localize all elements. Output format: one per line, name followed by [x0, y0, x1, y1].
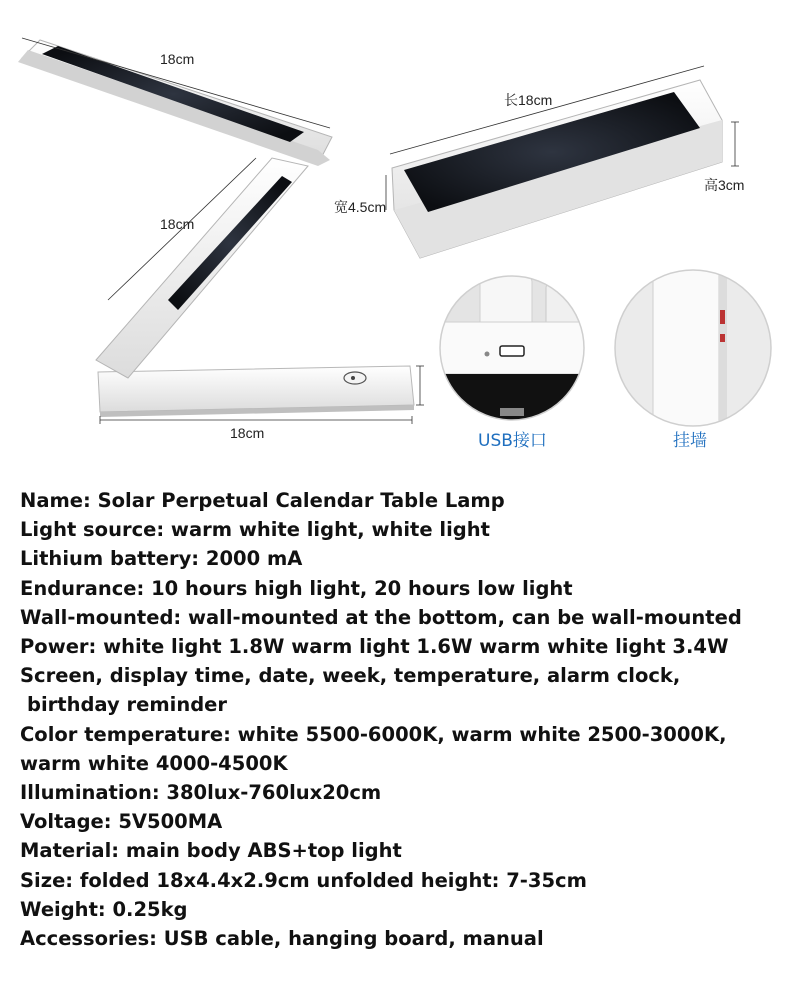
- lamp-illustration: [0, 0, 790, 470]
- spec-voltage: Voltage: 5V500MA: [20, 810, 223, 834]
- usb-port-detail: [440, 276, 606, 420]
- usb-port-icon: [500, 346, 524, 356]
- unfolded-lamp: [18, 40, 414, 417]
- spec-name: Name: Solar Perpetual Calendar Table Lamp: [20, 489, 505, 512]
- spec-size: Size: folded 18x4.4x2.9cm unfolded height: 7-35cm: [20, 868, 587, 892]
- length-label: 长18cm: [504, 92, 553, 108]
- spec-list: [20, 486, 785, 953]
- spec-weight: Weight: 0.25kg: [20, 897, 188, 921]
- wall-mount-caption: 挂墙: [673, 431, 707, 451]
- product-figure: [0, 0, 790, 470]
- spec-light-source: Light source: warm white light, white light: [20, 518, 490, 542]
- spec-material: Material: main body ABS+top light: [20, 839, 402, 863]
- width-label: 宽4.5cm: [334, 199, 387, 215]
- folded-lamp: [392, 80, 722, 258]
- spec-power: Power: white light 1.8W warm light 1.6W warm white light 3.4W: [20, 635, 729, 659]
- spec-endurance: Endurance: 10 hours high light, 20 hours low light: [20, 576, 573, 600]
- spec-screen-continued: birthday reminder: [27, 693, 228, 717]
- top-width-label: 18cm: [160, 51, 195, 67]
- spec-color-temperature-continued: warm white 4000-4500K: [20, 751, 288, 775]
- spec-illumination: Illumination: 380lux-760lux20cm: [20, 781, 382, 805]
- usb-caption: USB接口: [478, 431, 547, 451]
- arm-length-label: 18cm: [160, 216, 195, 232]
- height-label: 高3cm: [704, 177, 745, 193]
- spec-wall-mounted: Wall-mounted: wall-mounted at the bottom, can be wall-mounted: [20, 605, 742, 629]
- spec-screen: Screen, display time, date, week, temperature, alarm clock,: [20, 664, 681, 688]
- base-width-label: 18cm: [230, 425, 265, 441]
- spec-accessories: Accessories: USB cable, hanging board, manual: [20, 927, 544, 951]
- wall-mount-detail: [615, 262, 775, 438]
- spec-color-temperature: Color temperature: white 5500-6000K, warm white 2500-3000K,: [20, 722, 727, 746]
- spec-battery: Lithium battery: 2000 mA: [20, 547, 303, 571]
